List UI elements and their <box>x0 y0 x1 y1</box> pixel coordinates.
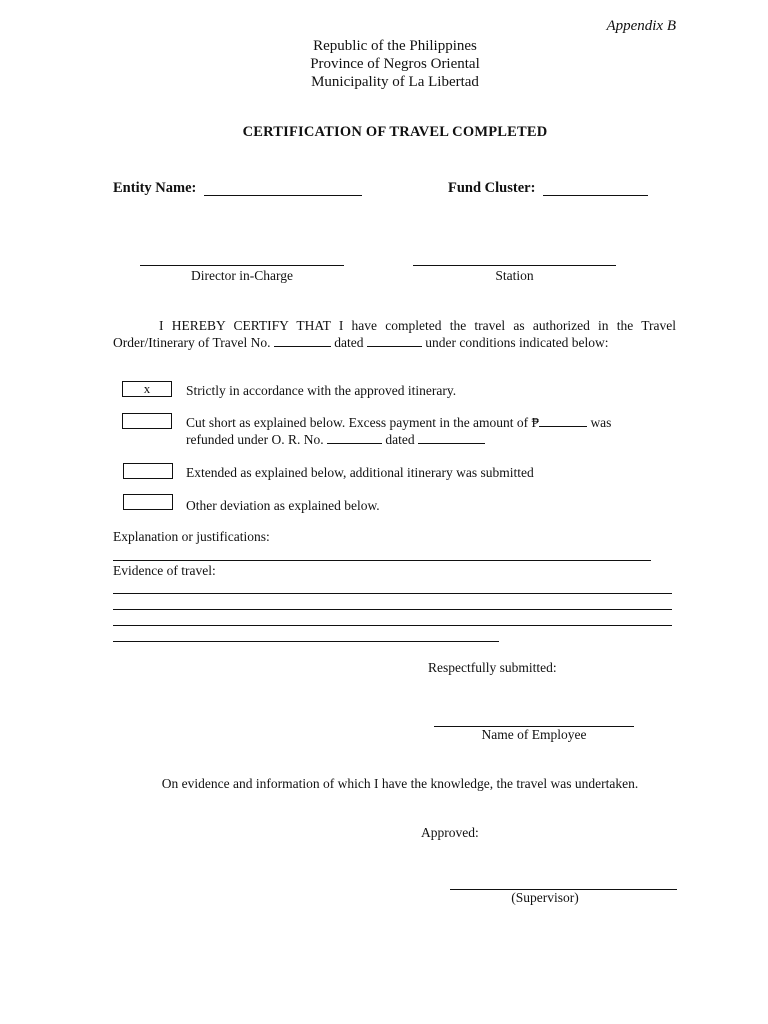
explanation-line-1[interactable] <box>113 560 651 561</box>
header-municipality: Municipality of La Libertad <box>311 74 479 90</box>
evidence-line-4[interactable] <box>113 641 499 642</box>
evidence-line-2[interactable] <box>113 609 672 610</box>
approved-label: Approved: <box>421 825 479 840</box>
evidence-statement: On evidence and information of which I have the knowledge, the travel was undertaken. <box>161 776 639 791</box>
explanation-label: Explanation or justifications: <box>113 529 270 544</box>
entity-name-label: Entity Name: <box>113 180 197 196</box>
or-date-blank[interactable] <box>418 431 485 444</box>
station-caption: Station <box>495 268 534 283</box>
cut-short-text-a: Cut short as explained below. Excess payment in the amount of ₱ <box>186 415 540 430</box>
option-checkbox-itinerary[interactable]: x <box>122 381 172 397</box>
cut-short-line-2 <box>186 431 646 448</box>
certify-conditions-label: under conditions indicated below: <box>425 335 609 350</box>
evidence-label: Evidence of travel: <box>113 563 216 578</box>
option-cut-short-text <box>186 414 646 448</box>
fund-cluster-label: Fund Cluster: <box>448 180 536 196</box>
excess-amount-blank[interactable] <box>539 414 587 427</box>
option-other-text: Other deviation as explained below. <box>186 498 380 513</box>
certify-paragraph <box>113 317 676 351</box>
supervisor-caption: (Supervisor) <box>511 890 579 905</box>
certify-dated-label: dated <box>334 335 364 350</box>
header-province: Province of Negros Oriental <box>310 56 480 72</box>
or-number-blank[interactable] <box>327 431 382 444</box>
document-title: CERTIFICATION OF TRAVEL COMPLETED <box>242 124 548 140</box>
cut-short-line-1 <box>186 414 646 431</box>
station-line[interactable] <box>413 265 616 266</box>
option-extended-text: Extended as explained below, additional itinerary was submitted <box>186 465 534 480</box>
cut-short-text-b: was <box>590 415 612 430</box>
evidence-line-3[interactable] <box>113 625 672 626</box>
director-caption: Director in-Charge <box>190 268 294 283</box>
certify-travel-no-label: Order/Itinerary of Travel No. <box>113 335 271 350</box>
employee-caption: Name of Employee <box>481 727 587 742</box>
option-checkbox-cut-short[interactable] <box>122 413 172 429</box>
entity-name-blank[interactable] <box>204 195 362 196</box>
travel-no-blank[interactable] <box>274 334 331 347</box>
travel-date-blank[interactable] <box>367 334 422 347</box>
respectfully-submitted: Respectfully submitted: <box>428 660 557 675</box>
evidence-line-1[interactable] <box>113 593 672 594</box>
cut-short-or-label: refunded under O. R. No. <box>186 432 324 447</box>
option-itinerary-text: Strictly in accordance with the approved itinerary. <box>186 383 457 398</box>
option-checkbox-extended[interactable] <box>123 463 173 479</box>
header-republic: Republic of the Philippines <box>313 38 477 54</box>
certify-line-1: I HEREBY CERTIFY THAT I have completed the travel as authorized in the Travel <box>159 318 676 333</box>
option-checkbox-other[interactable] <box>123 494 173 510</box>
appendix-label: Appendix B <box>606 18 676 34</box>
certify-line-2 <box>113 334 676 351</box>
director-signature-line[interactable] <box>140 265 344 266</box>
cut-short-dated-label: dated <box>385 432 415 447</box>
fund-cluster-blank[interactable] <box>543 195 648 196</box>
